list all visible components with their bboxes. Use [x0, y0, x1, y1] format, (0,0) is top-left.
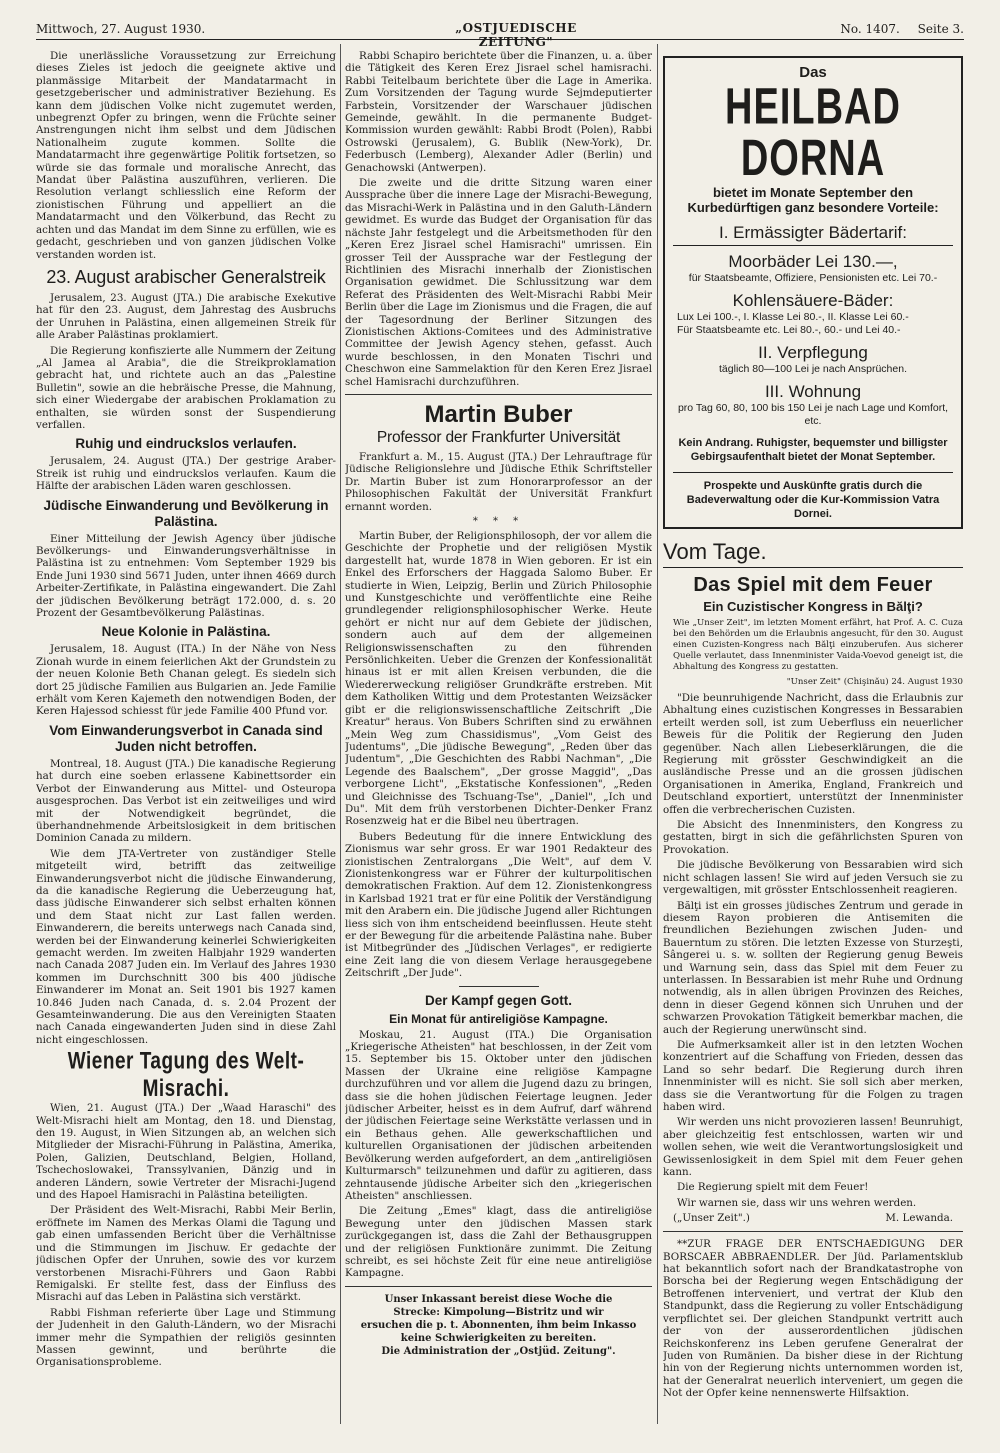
ad-offer: bietet im Monate September den Kurbedürftigen ganz besondere Vorteile:	[687, 185, 939, 215]
article-paragraph: Die Zeitung „Emes" klagt, dass die antireligiöse Bewegung unter den jüdischen Massen stark zurückgegangen ist, dass die Zahl der Bethausgruppen und der religiösen Funktionäre zunimmt. Die Zeitung schreibt, es sei höchste Zeit für eine neue antireligiöse Kampagne.	[345, 1205, 652, 1280]
article-paragraph: Einer Mitteilung der Jewish Agency über jüdische Bevölkerungs- und Einwanderungsverhältnisse in Palästina ist zu entnehmen: Vom September 1929 bis Ende Juni 1930 sind 5671 Juden, unter ihnen 4669 durch Arbeiter-Zertifikate, in Palästina eingewandert. Die Zahl der jüdischen Bevölkerung beträgt 172.000, d. s. 20 Prozent der Gesamtbevölkerung Palästinas.	[36, 532, 336, 620]
headline-canada: Vom Einwanderungsverbot in Canada sind Juden nicht betroffen.	[49, 722, 323, 754]
headline-martin-buber: Martin Buber	[424, 400, 573, 428]
page-number: Seite 3.	[917, 22, 964, 36]
issue-number: No. 1407.	[840, 22, 900, 36]
notice-line: ersuchen die p. t. Abonnenten, ihm beim Inkasso keine Schwierigkeiten zu bereiten.	[360, 1319, 637, 1344]
advertisement-heilbad-dorna	[663, 56, 963, 529]
ad-moorbaeder: Moorbäder Lei 130.—,	[728, 252, 898, 271]
signature-source: („Unser Zeit".)	[673, 1212, 750, 1225]
administration-notice	[345, 1293, 652, 1358]
ad-section-wohnung: III. Wohnung	[764, 382, 862, 401]
signature-author: M. Lewanda.	[885, 1212, 953, 1225]
article-borsca-compensation: **ZUR FRAGE DER ENTSCHAEDIGUNG DER BORSCAER ABBRAENDLER. Der Jüd. Parlamentsklub hat bekanntlich sofort nach der Brandkatastrophe von Borscha bei der Regierung wegen Entschädigung der Betroffenen interveniert, und vertrat der Klub den Standpunkt, dass die Regierung zu voller Entschädigung verpflichtet sei. Der gleichen Standpunkt vertritt auch der von der ausserordentlichen jüdischen Reichskonferenz ins Leben gerufene Generalrat der Juden von Rumänien. Da bisher diese in der Richtung hin von der Regierung nichts unternommen worden ist, hat der Generalrat neuerlich interveniert, um gegen die Not der Opfer keine nennenswerte Hilfsaktion.	[663, 1238, 963, 1400]
article-paragraph: Bălţi ist ein grosses jüdisches Zentrum und gerade in diesem Rayon probieren die Antisemiten die freundlichen Beziehungen zwischen Juden- und Bauerntum zu stören. Die letzten Exzesse von Sturzeşti, Sângerei u. s. w. sollten der Regierung genug Beweis und Warnung sein, dass das Spiel mit dem Feuer zu unterlassen. In Bessarabien ist mehr Ruhe und Ordnung notwendig, als in allen übrigen Provinzen des Reiches, denn in dieser Gegend können sich Unruhen und der schwarzen Provokation Tätigkeit bemerkbar machen, die auch der Regierung unerwünscht sind.	[663, 899, 963, 1036]
notice-line: Die Administration der „Ostjüd. Zeitung".	[381, 1345, 616, 1357]
subheadline-buber: Professor der Frankfurter Universität	[376, 428, 621, 446]
lead-quote: Wie „Unser Zeit", im letzten Moment erfährt, hat Prof. A. C. Cuza bei den Behörden um die Erlaubnis angesucht, für den 30. August einen Cuzisten-Kongress nach Bălţi einzuberufen. Aus sicherer Quelle verlautet, dass Innenminister Vaida-Voevod geneigt ist, die Abhaltung des Kongress zu gestatten.	[673, 618, 963, 672]
headline-wiener-tagung: Wiener Tagung des Welt-Misrachi.	[67, 1048, 305, 1103]
ad-title: HEILBAD DORNA	[725, 79, 901, 187]
divider	[663, 1231, 963, 1232]
article-paragraph: Bubers Bedeutung für die innere Entwicklung des Zionismus war sehr gross. Er war 1901 Redakteur des zionistischen Zentralorgans „Die Welt", auf dem V. Zionistenkongress war er Führer der kulturpolitischen demokratischen Fraktion. Auf dem 12. Zionistenkongress in Karlsbad 1921 trat er für eine Politik der Verständigung mit den Arabern ein. Die jüdische Jugend aller Richtungen liess sich von ihm entscheidend beeinflussen. Heute steht er der Bewegung für die arbeitende Palästina nahe. Buber ist Mitbegründer des „Jüdischen Verlages", er redigierte eine Zeit lang die von diesem Verlage herausgegebene Zeitschrift „Der Jude".	[345, 830, 652, 980]
notice-line: Strecke: Kimpolung—Bistritz und wir	[393, 1306, 604, 1318]
ad-andrang: Kein Andrang. Ruhigster, bequemster und billigster Gebirgsaufenthalt bietet der Monat September.	[678, 437, 948, 463]
article-paragraph: Wien, 21. August (JTA.) Der „Waad Haraschi" des Welt-Misrachi hielt am Montag, den 18. und Dienstag, den 19. August, in Wien Sitzungen ab, an welchen sich Mitglieder der Misrachi-Führung in Palästina, Amerika, Polen, Galizien, Deutschland, Belgien, Holland, Tschechoslowakei, Transsylvanien, Dänzig und in anderen Ländern, sowie Vertreter der Misrachi-Jugend und des Hapoel Hamisrachi in Palästina beteiligten.	[36, 1102, 336, 1202]
article-paragraph: Rabbi Fishman referierte über Lage und Stimmung der Judenheit in den Galuth-Ländern, wo der Misrachi immer mehr die Sympathien der religiös gesinnten Massen gewinnt, und berührte die Organisationsprobleme.	[36, 1306, 336, 1369]
ad-footer: Prospekte und Auskünfte gratis durch die Badeverwaltung oder die Kur-Kommission Vatra Dornei.	[673, 472, 953, 521]
article-paragraph: "Die beunruhigende Nachricht, dass die Erlaubnis zur Abhaltung eines cuzistischen Kongresses in Bessarabien erteilt werden soll, ist zum Ueberfluss ein neuerlicher Beweis für die Politik der Regierung den Juden gegenüber. Nach allen Liebeserklärungen, die die Regierung mit grösster Geschwindigkeit an die ausländische Presse und an die grossen jüdischen Organisationen in Amerika, England, Frankreich und Deutschland exportiert, unterstützt der Innenminister offen die verbrecherischen Cuzisten.	[663, 692, 963, 816]
article-paragraph: Die Regierung konfiszierte alle Nummern der Zeitung „Al Jamea al Arabia", die die Streikproklamation gebracht hat, und richtete auch an das „Palestine Bulletin", sowie an die hebräische Presse, die Mahnung, sich einer Wiedergabe der arabischen Proklamation zu enthalten, sie würden sonst der Suspendierung verfallen.	[36, 344, 336, 431]
divider	[345, 1286, 652, 1287]
ad-section-tarif: I. Ermässigter Bädertarif:	[673, 223, 953, 246]
column-left	[36, 50, 336, 1420]
article-paragraph: Die Regierung spielt mit dem Feuer!	[677, 1181, 869, 1194]
column-right	[663, 50, 963, 1430]
article-paragraph: Rabbi Schapiro berichtete über die Finanzen, u. a. über die Tätigkeit des Keren Erez Jisrael schel hamisrachi. Rabbi Teitelbaum berichtete über die Lage in Amerika. Zum Vorsitzenden der Tagung wurde Sejmdeputierter Farbstein, Vorsitzender der Warschauer jüdischen Gemeinde, gewählt. In die permanente Budget-Kommission wurden gewählt: Rabbi Brodt (Polen), Rabbi Ostrowski (Jerusalem), G. Bublik (New-York), Dr. Federbusch (Lemberg), Alexander Adler (Berlin) und Genachowski (Antwerpen).	[345, 50, 652, 174]
ad-prices-lux: Lux Lei 100.-, I. Klasse Lei 80.-, II. Klasse Lei 60.-	[677, 311, 909, 323]
headline-ruhig: Ruhig und eindruckslos verlaufen.	[75, 436, 297, 452]
ad-das: Das	[799, 64, 827, 81]
divider	[345, 394, 652, 395]
lead-source: "Unser Zeit" (Chişinău) 24. August 1930	[786, 677, 963, 687]
headline-einwanderung-palaestina: Jüdische Einwanderung und Bevölkerung in Palästina.	[43, 497, 329, 529]
headline-neue-kolonie: Neue Kolonie in Palästina.	[101, 624, 271, 640]
article-paragraph: Die zweite und die dritte Sitzung waren einer Aussprache über die innere Lage der Misrachi-Bewegung, das Misrachi-Werk in Palästina und in den Galuth-Ländern gewidmet. Es wurde das Budget der Organisation für das nächste Jahr festgelegt und die Arbeitsmethoden für den „Keren Erez Jisrael schel Hamisrachi" umrissen. Ein grosser Teil der Aussprache war der Festlegung der Richtlinien des Misrachi innerhalb der Zionistischen Organisation gewidmet. Die Schlussitzung war dem Referat des Präsidenten des Welt-Misrachi Rabbi Meir Berlin über die Lage im Zionismus und die Fragen, die auf der Tagesordnung der Berliner Sitzungen des Zionistischen Aktions-Comitees und des Administrative Committee der Jewish Agency stehen, gefasst. Auch wurde beschlossen, in den Monaten Tischri und Cheschwon eine Sammelaktion für den Keren Erez Jisrael schel Hamisrachi durchzuführen.	[345, 177, 652, 388]
resolution-text: Die unerlässliche Voraussetzung zur Erreichung dieses Zieles ist jedoch die geeignete aktive und planmässige Mitarbeit der Mandatarmacht in gesetzgeberischer und administrativer Beziehung. Es kann dem jüdischen Volke nicht zugemutet werden, unbegrenzt Opfer zu bringen, wenn die Früchte seiner Anstrengungen nicht ihm selbst und dem Jüdischen Nationalheim zugute kommen. Sollte die Mandatarmacht ihre gegenwärtige Politik fortsetzen, so würde sie das formale und moralische Anrecht, das Mandat über Palästina auszuführen, verlieren. Die Resolution verlangt schliesslich eine Reform der zionistischen Führung und appelliert an die Mandatarmacht und den Völkerbund, das Recht zu achten und das Mandat im dem Sinne zu erfüllen, wie es gedacht, geschrieben und von ganzen jüdischen Volke verstanden worden ist.	[36, 50, 336, 261]
headline-generalstreik: 23. August arabischer Generalstreik	[46, 266, 326, 287]
article-paragraph: Frankfurt a. M., 15. August (JTA.) Der Lehrauftrage für Jüdische Religionslehre und Jüdische Ethik Schriftsteller Dr. Martin Buber ist zum Honorarprofessor an der Philosophischen Fakultät der Universität Frankfurt ernannt worden.	[345, 450, 652, 513]
ad-kohlensaeure: Kohlensäuere-Bäder:	[732, 291, 894, 310]
article-paragraph: Wir werden uns nicht provozieren lassen! Beunruhigt, aber gleichzeitig fest entschlossen, warten wir und wollen sehen, wie weit die Verantwortungslosigkeit und Gewissenlosigkeit in dem Spiel mit dem Feuer gehen kann.	[663, 1116, 963, 1179]
article-paragraph: Der Präsident des Welt-Misrachi, Rabbi Meir Berlin, eröffnete im Namen des Merkas Olami die Tagung und gab einen umfassenden Bericht über die Verhältnisse und die Stimmungen im Jischuw. Er gedachte der jüdischen Opfer der Unruhen, sowie des vor kurzem verstorbenen Misrachi-Führers und Gaon Rabbi Remigalski. Er stellte fest, dass der Einfluss des Misrachi auf das Leben in Palästina sich verstärkt.	[36, 1204, 336, 1304]
ad-wohnung-note: pro Tag 60, 80, 100 bis 150 Lei je nach Lage und Komfort, etc.	[677, 402, 949, 427]
article-paragraph: Wie dem JTA-Vertreter von zuständiger Stelle mitgeteilt wird, betrifft das zeitweilige Einwanderungsverbot nicht die jüdische Einwanderung, da die kanadische Regierung die Ueberzeugung hat, dass jüdische Einwanderer sich selbst erhalten können und dem Staat nicht zur Last fallen werden. Einwanderern, die bereits unterwegs nach Canada sind, werden bei der Einwanderung keinerlei Schwierigkeiten gemacht werden. Im zweiten Halbjahr 1929 wanderten nach Canada 2087 Juden ein. Im Verlauf des Jahres 1930 kommen im Durchschnitt 300 bis 400 jüdische Einwanderer im Monat an. Seit 1901 bis 1927 kamen 10.846 Juden nach Canada, d. s. 2.04 Prozent der Gesamteinwanderung. Die aus den Vereinigten Staaten nach Canada eingewanderten Juden sind in diese Zahl nicht eingeschlossen.	[36, 847, 336, 1046]
column-middle	[345, 50, 652, 1430]
notice-line: Unser Inkassant bereist diese Woche die	[384, 1293, 613, 1305]
divider	[459, 986, 539, 987]
ad-section-verpflegung: II. Verpflegung	[758, 343, 868, 362]
article-paragraph: Die jüdische Bevölkerung von Bessarabien wird sich nicht schlagen lassen! Sie wird auf jeden Versuch sie zu vergewaltigen, mit grösster Entschlossenheit reagieren.	[663, 859, 963, 897]
column-rule	[657, 44, 658, 1424]
article-paragraph: Jerusalem, 18. August (ITA.) In der Nähe von Ness Zionah wurde in einem feierlichen Akt der Grundstein zu der neuen Kolonie Beth Chanan gelegt. Es siedeln sich dort 25 jüdische Familien aus Bulgarien an. Jede Familie erhält vom Keren Kajemeth den notwendigen Boden, der Keren Hajessod schiesst für jede Familie 400 Pfund vor.	[36, 643, 336, 718]
issue-date: Mittwoch, 27. August 1930.	[36, 22, 206, 36]
section-stars: * * *	[472, 516, 525, 527]
article-paragraph: Die Aufmerksamkeit aller ist in den letzten Wochen konzentriert auf die Schaffung von Frieden, dessen das Land so sehr bedarf. Die Regierung durch ihren Innenminister will es nicht. Sie soll sich aber merken, dass sie die Verantwortung für die Folgen zu tragen haben wird.	[663, 1038, 963, 1113]
masthead	[36, 18, 964, 49]
article-paragraph: Jerusalem, 23. August (JTA.) Die arabische Exekutive hat für den 23. August, dem Jahrestag des Ausbruchs der Unruhen in Palästina, einen allgemeinen Streik für alle Araber Palästinas proklamiert.	[36, 291, 336, 342]
section-vom-tage: Vom Tage.	[663, 539, 963, 568]
signature-line	[663, 1212, 963, 1225]
article-paragraph: Wir warnen sie, dass wir uns wehren werden.	[677, 1196, 917, 1209]
ad-moor-note: für Staatsbeamte, Offiziere, Pensionisten etc. Lei 70.-	[688, 272, 938, 284]
subheadline-cuzistischer-kongress: Ein Cuzistischer Kongress in Bălţi?	[703, 599, 923, 614]
headline-kampf-gegen-gott: Der Kampf gegen Gott.	[424, 992, 572, 1008]
ad-prices-staat: Für Staatsbeamte etc. Lei 80.-, 60.- und Lei 40.-	[677, 324, 901, 336]
headline-spiel-mit-dem-feuer: Das Spiel mit dem Feuer	[693, 574, 933, 596]
article-paragraph: Moskau, 21. August (ITA.) Die Organisation „Kriegerische Atheisten" hat beschlossen, in der Zeit vom 15. September bis 15. Oktober unter den jüdischen Massen der Ukraine eine religiöse Kampagne durchzuführen und vor allem die Jugend dazu zu bringen, dass sie die hohen jüdischen Feiertage leugnen. Jeder jüdischer Arbeiter, heisst es in dem Aufruf, darf während der jüdischen Feiertage seine Werkstätte verlassen und in ein Bethaus gehen. Alle gewerkschaftlichen und kulturellen Organisationen der jüdischen arbeitenden Bevölkerung werden aufgefordert, an dem „antireligiösen Kulturmarsch" teilzunehmen und dafür zu agitieren, dass zehntausende jüdische Arbeiter sich den „kriegerischen Atheisten" anschliessen.	[345, 1028, 652, 1202]
article-paragraph: Die Absicht des Innenministers, den Kongress zu gestatten, birgt in sich die gefährlichsten Spuren von Provokation.	[663, 819, 963, 856]
column-rule	[340, 44, 341, 1424]
newspaper-name: „OSTJUEDISCHE ZEITUNG"	[455, 21, 577, 49]
article-paragraph: Montreal, 18. August (JTA.) Die kanadische Regierung hat durch eine soeben erlassene Kabinettsorder ein Verbot der Einwanderung aus Mittel- und Osteuropa ausgesprochen. Das Verbot ist ein zeitweiliges und wird mit der Notwendigkeit begründet, die überhandnehmende Arbeitslosigkeit in dem britischen Dominion Canada zu mildern.	[36, 757, 336, 845]
subheadline-kampf: Ein Monat für antireligiöse Kampagne.	[389, 1011, 608, 1026]
issue-info	[826, 22, 964, 36]
article-paragraph: Jerusalem, 24. August (JTA.) Der gestrige Araber-Streik ist ruhig und eindruckslos verlaufen. Kaum die Hälfte der arabischen Läden waren geschlossen.	[36, 455, 336, 493]
article-paragraph: Martin Buber, der Religionsphilosoph, der vor allem die Geschichte der Prophetie und der religiösen Mystik dargestellt hat, wurde 1878 in Wien geboren. Er ist ein Enkel des Erforschers der Haggada Salomo Buber. Er studierte in Wien, Leipzig, Berlin und Zürich Philosophie und Kunstgeschichte und veröffentlichte eine Reihe grundlegender religionsphilosophischer Werke. Heute gehört er nicht nur auf dem Gebiete der jüdischen, sondern auch auf dem der allgemeinen Religionswissenschaften zu den führenden Persönlichkeiten. Ueber die Grenzen der Konfessionalität hinaus ist er mit allen Kreisen verbunden, die die Wiedererweckung religiöser Grundkräfte erstreben. Mit dem Katholiken Wittig und dem Protestanten Weizsäcker gibt er die religionswissenschaftliche Zeitschrift „Die Kreatur" heraus. Von Bubers Schriften sind zu erwähnen „Mein Weg zum Chassidismus", „Vom Geist des Judentums", „Die jüdische Bewegung", „Reden über das Judentum", „Die Geschichten des Rabbi Nachman", „Die Legende des Baalschem", „Der grosse Maggid", „Das verborgene Licht", „Ekstatische Konfessionen", „Reden und Gleichnisse des Tschuang-Tse", „Daniel", „Ich und Du". Mit dem früh verstorbenen Dichter-Denker Franz Rosenzweig hat er die Bibel neu übertragen.	[345, 530, 652, 828]
ad-verpflegung-note: täglich 80—100 Lei je nach Ansprüchen.	[719, 363, 907, 375]
